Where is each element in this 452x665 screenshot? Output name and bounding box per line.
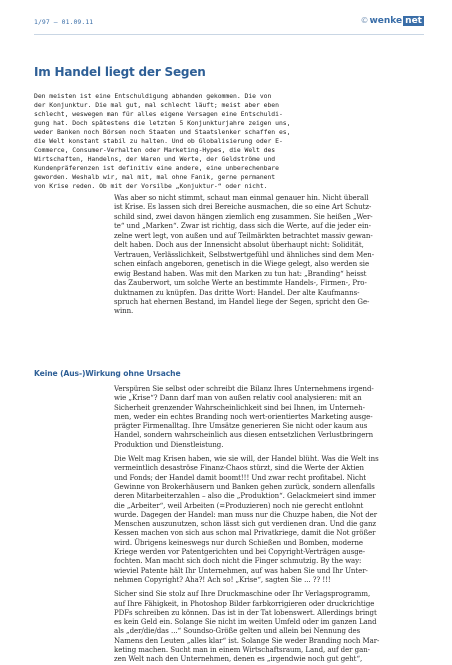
page-header [34, 16, 424, 30]
body-line: wurde. Dagegen der Handel: man muss nur die Chuzpe haben, die Not der [114, 510, 378, 519]
body-line: Kessen machen von sich aus schon mal Privatkriege, damit die Not größer [114, 529, 376, 538]
body-line: wird. Übrigens keineswegs nur durch Schießen und Bomben, moderne [114, 538, 364, 547]
copyright-icon: © [360, 16, 369, 25]
header-divider [34, 34, 424, 35]
body-line: Namens den Leuten „alles klar“ ist. Solange Sie weder Branding noch Mar- [114, 636, 380, 645]
lead-line: Wirtschaften, Handelns, der Waren und Werte, der Geldströme und [34, 155, 276, 164]
lead-line: von Krise reden. Ob mit der Vorsilbe „Konjuktur-“ oder nicht. [34, 182, 268, 191]
lead-line: der Konjunktur. Die mal gut, mal schlecht läuft; meist aber eben [34, 101, 279, 110]
lead-line: Kundenpräferenzen ist definitiv eine andere, eine unberechenbare [34, 164, 279, 173]
body-line: das Zauberwort, um solche Werte an bestimmte Handels-, Firmen-, Pro- [114, 279, 367, 288]
body-line: Gewinne von Brokerhäusern und Banken gehen zurück, sondern allenfalls [114, 482, 375, 491]
body-line: Vertrauen, Verlässlichkeit, Selbstwertgefühl und ähnliches sind dem Men- [114, 250, 375, 259]
body-line: duktnamen zu knüpfen. Das dritte Wort: Handel. Der alte Kaufmanns- [114, 288, 360, 297]
body-line: men, weder ein echtes Branding noch wert-orientiertes Marketing ausge- [114, 412, 373, 421]
body-line: PDFs schreiben zu können. Das ist in der Tat lobenswert. Allerdings bringt [114, 608, 377, 617]
lead-line: gung hat. Doch spätestens die letzten 5 Konjunkturjahre zeigen uns, [34, 119, 291, 128]
logo-name: wenke [369, 16, 403, 26]
body-line: nehmen Copyright? Aha?! Ach so! „Krise“, sagten Sie ... ?? !!! [114, 575, 331, 584]
body-line: die „Arbeiter“, weil Arbeiten (=Produzieren) noch nie gerecht entlohnt [114, 501, 364, 510]
lead-line: die Welt konstant stabil zu halten. Und ob Globalisierung oder E- [34, 137, 283, 146]
body-line: deren Mitarbeiterzahlen – also die „Produktion“. Gelackmeiert sind immer [114, 492, 376, 501]
body-line: prägter Firmenalltag. Ihre Umsätze generieren Sie nicht oder kaum aus [114, 422, 368, 431]
body-line: wie „Krise“? Dann darf man von außen relativ cool analysieren: mit an [114, 394, 362, 403]
body-line: wieviel Patente hält Ihr Unternehmen, auf was haben Sie und Ihr Unter- [114, 566, 368, 575]
issue-date: 1/97 — 01.09.11 [34, 18, 94, 26]
body-line: Was aber so nicht stimmt, schaut man einmal genauer hin. Nicht überall [114, 194, 369, 202]
body-line: Kriege werden vor Patentgerichten und bei Copyright-Verträgen ausge- [114, 548, 366, 557]
body-line: Sicher sind Sie stolz auf Ihre Druckmaschine oder Ihr Verlagsprogramm, [114, 590, 371, 599]
body-line: Handel, sondern wahrscheinlich aus diesen entsetzlichen Verlustbringern [114, 431, 374, 440]
body-line: fochten. Man macht sich doch nicht die Finger schmutzig. By the way: [114, 557, 362, 566]
body-line: schen einfach angeboren, genetisch in die Wiege gelegt, also werden sie [114, 260, 370, 269]
body-line: delt haben. Doch aus der Innensicht absolut überhaupt nicht: Solidität, [114, 241, 364, 250]
article-body-2 [114, 385, 426, 665]
lead-line: Commerce, Consumer-Verhalten oder Marketing-Hypes, die Welt des [34, 146, 276, 155]
lead-line: geworden. Weshalb wir, mal mit, mal ohne Fanik, gerne permanent [34, 173, 276, 182]
body-line: spruch hat ehernen Bestand, im Handel liege der Segen, spricht den Ge- [114, 297, 370, 306]
lead-line: schlecht, weswegen man für alles eigene Versagen eine Entschuldi- [34, 110, 283, 119]
lead-line: Den meisten ist eine Entschuldigung abhanden gekommen. Die von [34, 92, 272, 100]
body-line: zelne wert legt, von außen und auf Teilmärkten betrachtet massiv gewan- [114, 231, 373, 240]
body-line: Verspüren Sie selbst oder schreibt die Bilanz Ihres Unternehmens irgend- [114, 385, 374, 393]
lead-line: weder Banken noch Börsen noch Staaten und Staatslenker schaffen es, [34, 128, 291, 137]
logo-tld: net [405, 16, 422, 26]
body-line: es kein Geld ein. Solange Sie nicht im weiten Umfeld oder im ganzen Land [114, 618, 377, 627]
article-title: Im Handel liegt der Segen [34, 65, 206, 79]
body-line: winn. [114, 307, 134, 316]
body-line: vermeintlich desaströse Finanz-Chaos stürzt, sind die Werte der Aktien [114, 464, 364, 473]
body-line: auf Ihre Fähigkeit, in Photoshop Bilder farbkorrigieren oder druckrichtige [114, 599, 375, 608]
wenke-logo [360, 16, 424, 26]
body-line: zen Welt nach den Unternehmen, denen es „irgendwie noch gut geht“, [114, 655, 363, 664]
section-heading: Keine (Aus-)Wirkung ohne Ursache [34, 369, 181, 378]
body-line: Menschen auszunutzen, schon lässt sich gut verdienen dran. Und die ganz [114, 520, 377, 529]
article-body-1 [114, 194, 426, 317]
body-line: keting machen. Sucht man in einem Wirtschaftsraum, Land, auf der gan- [114, 646, 370, 655]
body-line: als „der/die/das ...“ Soundso-Größe gelten und allein bei Nennung des [114, 627, 361, 636]
body-line: ist Krise. Es lassen sich drei Bereiche ausmachen, die so eine Art Schutz- [114, 203, 372, 212]
body-line: Die Welt mag Krisen haben, wie sie will, der Handel blüht. Was die Welt ins [114, 455, 379, 464]
body-line: Sicherheit grenzender Wahrscheinlichkeit sind bei Ihnen, im Unterneh- [114, 403, 365, 412]
body-line: te“ und „Marken“. Zwar ist richtig, dass sich die Werte, auf die jeder ein- [114, 222, 371, 231]
article-lead [34, 92, 312, 192]
body-line: schild sind, zwei davon hängen ziemlich eng zusammen. Sie heißen „Wer- [114, 212, 373, 221]
body-line: und Fonds; der Handel damit boomt!!! Und zwar recht profitabel. Nicht [114, 473, 367, 482]
body-line: Produktion und Dienstleistung. [114, 440, 224, 449]
body-line: ewig Bestand haben. Was mit den Marken zu tun hat: „Branding“ heisst [114, 269, 367, 278]
